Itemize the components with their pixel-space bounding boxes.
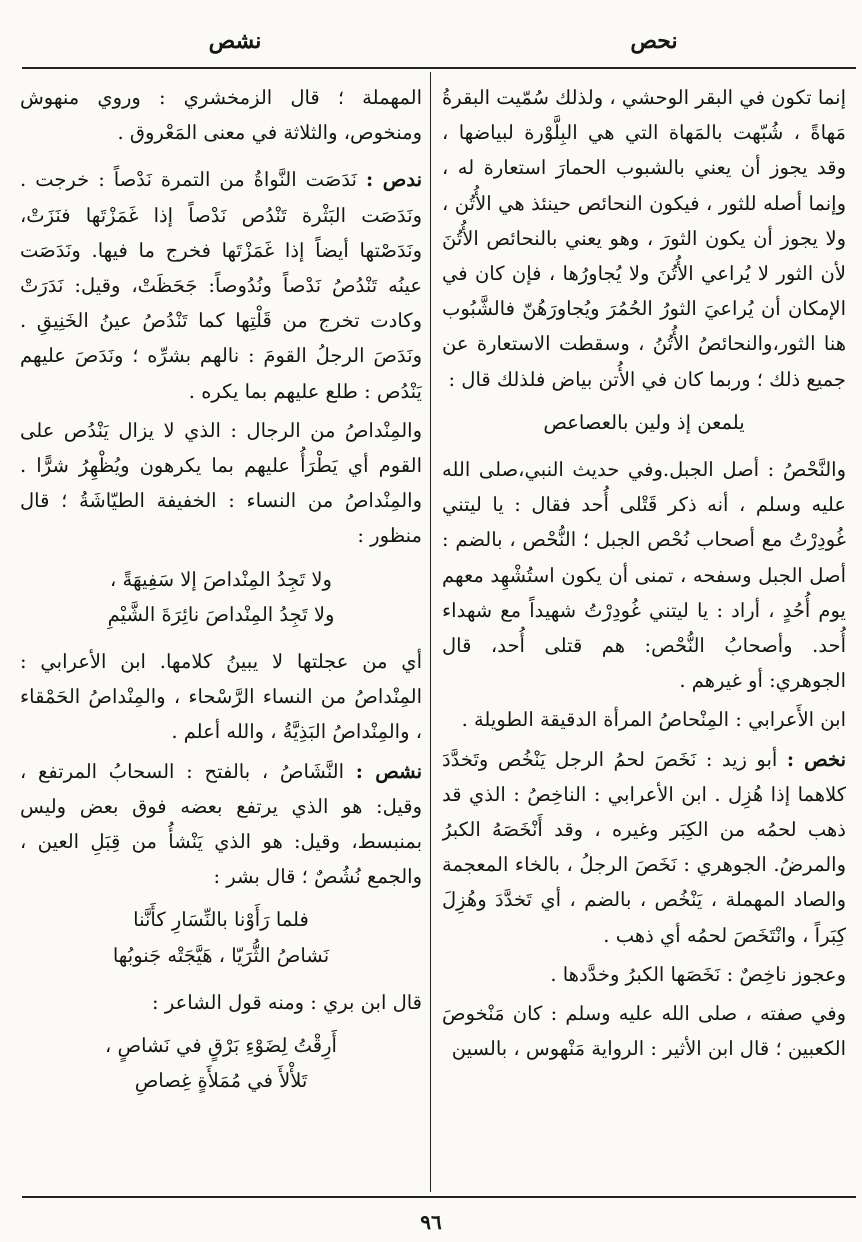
verse bbox=[20, 1028, 422, 1098]
header-guide-word-left: نشص bbox=[208, 28, 262, 54]
paragraph: المهملة ؛ قال الزمخشري : وروي منهوش ومنخوص، والثلاثة في معنى المَعْروق . bbox=[20, 86, 422, 145]
paragraph: وعجوز ناخِصٌ : نَخَصَها الكبرُ وخدَّدها . bbox=[550, 962, 846, 986]
paragraph: ابن الأَعرابي : المِنْحاصُ المرأة الدقيقة الطويلة . bbox=[461, 708, 846, 732]
paragraph: إنما تكون في البقر الوحشي ، ولذلك سُمّيت البقرةُ مَهاةً ، شُبّهت بالمَهاة التي هي البِلَّوْرة لبياضها ، وقد يجوز أن يعني بالشبوب الحمارَ استعارة له ، وإنما أصله للثور ، فيكون النحائص حينئذ هي الأُتُن ، ولا يجوز أن يكون الثورَ ، وهو يعني بالنحائص الأُتُنَ لأن الثور لا يُراعي الأُتُنَ ولا يُجاورُها ، فإن كان في الإمكان أن يُراعيَ الثورُ الحُمُرَ ويُجاورَهُنّ فالشَّبُوب هنا الثور،والنحائصُ الأُتُنُ ، وسقطت الاستعارة عن جميع ذلك ؛ وربما كان في الأُتن بياض فلذلك قال : bbox=[442, 86, 846, 391]
headword: نشص : bbox=[355, 759, 422, 783]
headword: ندص : bbox=[365, 168, 422, 192]
paragraph: قال ابن بري : ومنه قول الشاعر : bbox=[152, 990, 422, 1014]
paragraph: وفي صفته ، صلى الله عليه وسلم : كان مَنْخوصَ الكعبين ؛ قال ابن الأثير : الرواية مَنْهوس ، بالسين bbox=[442, 1002, 846, 1061]
entry-text: أبو زيد : نَخَصَ لحمُ الرجل يَنْخُص وتَخدَّدَ كلاهما إذا هُزِل . ابن الأعرابي : الناخِصُ : الذي قد ذهب لحمُه من الكِبَر وغيره ، وقد أَنْخَصَهُ الكبرُ والمرضُ. الجوهري : نَخَصَ الرجلُ ، بالخاء المعجمة والصاد المهملة ، يَنْخُص ، بالضم ، أي تَخدَّدَ وهُزِلَ كِبَراً ، وانْتَخَصَ لحمُه أي ذهب . bbox=[442, 747, 846, 947]
paragraph: والمِنْداصُ من الرجال : الذي لا يزال يَنْدُص على القوم أي يَطْرَأُ عليهم بما يكرهون ويُظْهِرُ شرًّا . والمِنْداصُ من النساء : الخفيفة الطيّاشَةُ ؛ قال منظور : bbox=[20, 418, 422, 548]
paragraph: والنَّحْصُ : أصل الجبل.وفي حديث النبي،صلى الله عليه وسلم ، أنه ذكر قَتْلى أُحد فقال : يا ليتني غُودِرْتُ مع أصحاب نُحْص الجبل ؛ النُّحْص ، بالضم : أصل الجبل وسفحه ، تمنى أن يكون استُشْهِد معهم يوم أُحُدٍ ، أراد : يا ليتني غُودِرْتُ شهيداً مع شهداء أُحد. وأصحابُ النُّحْص: هم قتلى أُحد، قال الجوهري: أو غيرهم . bbox=[442, 458, 846, 693]
verse-line: ولا تَجِدُ المِنْداصَ إلا سَفِيهَةً ، bbox=[110, 567, 332, 591]
right-column bbox=[442, 80, 846, 1180]
verse-line: فلما رَأَوْنا بالنِّسَارِ كأَنَّنا bbox=[133, 908, 309, 932]
entry-text: نَدَصَت النَّواةُ من التمرة نَدْصاً : خرجت . ونَدَصَت البَثْرة تَنْدُص نَدْصاً إذا غَمَزْتَها فنَزَتْ، ونَدَصْتها أيضاً إذا غَمَزْتَها فخرج ما فيها. ونَدَصَت عينُه تَنْدُصُ نَدْصاً ونُدُوصاً: جَحَظَتْ، وقيل: نَدَرَتْ وكادت تخرج من قَلْتِها كما تَنْدُصُ عينُ الخَنِيقِ . ونَدَصَ الرجلُ القومَ : نالهم بشرِّه ؛ ونَدَصَ عليهم يَنْدُص : طلع عليهم بما يكره . bbox=[20, 168, 422, 403]
entry-nads bbox=[20, 162, 422, 408]
page-header bbox=[0, 24, 862, 64]
entry-text: النَّشَاصُ ، بالفتح : السحابُ المرتفع ، وقيل: هو الذي يرتفع بعضه فوق بعض وليس بمنبسط، وقيل: هو الذي يَنْشأُ من قِبَلِ العين ، والجمع نُشُصٌ ؛ قال بشر : bbox=[20, 759, 422, 889]
verse bbox=[20, 902, 422, 972]
bottom-rule bbox=[22, 1196, 856, 1198]
paragraph: أي من عجلتها لا يبينُ كلامها. ابن الأعرابي : المِنْداصُ من النساء الرَّسْحاء ، والمِنْداصُ الحَمْقاء ، والمِنْداصُ البَذِيَّةُ ، والله أعلم . bbox=[20, 650, 422, 744]
column-divider bbox=[430, 72, 431, 1192]
verse bbox=[20, 562, 422, 632]
left-column bbox=[20, 80, 422, 1180]
verse-line: نَشاصُ الثُّرَيّا ، هَيَّجَتْه جَنوبُها bbox=[112, 943, 330, 967]
headword: نخص : bbox=[786, 747, 846, 771]
header-guide-word-right: نحص bbox=[630, 28, 678, 54]
verse-line: ولا تَجِدُ المِنْداصَ نائِرَةَ الشَّيْمِ bbox=[107, 602, 335, 626]
verse-line: تَلأْلأَ في مُمَلأَةٍ غِصاصِ bbox=[134, 1069, 308, 1093]
verse-line: أَرِقْتُ لِضَوْءِ بَرْقٍ في نَشاصٍ ، bbox=[105, 1034, 337, 1058]
entry-nakhs bbox=[442, 742, 846, 953]
page-number: ٩٦ bbox=[420, 1210, 442, 1234]
entry-nashs bbox=[20, 754, 422, 895]
verse: يلمعن إذ ولين بالعصاعص bbox=[543, 410, 745, 434]
top-rule bbox=[22, 67, 856, 69]
